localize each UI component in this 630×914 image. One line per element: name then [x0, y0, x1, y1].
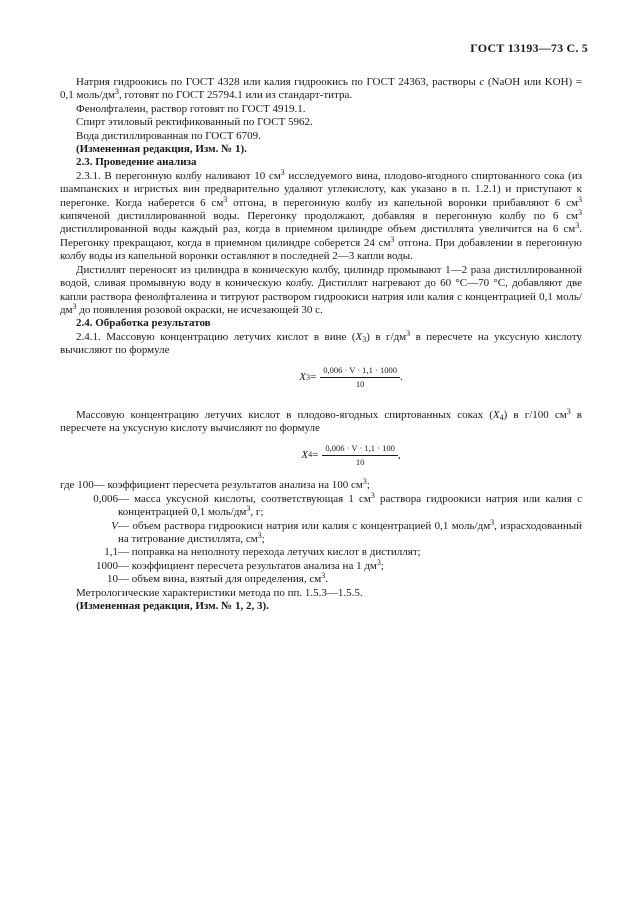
reagent-water: Вода дистиллированная по ГОСТ 6709. [76, 129, 261, 142]
reagent-phenolphthalein: Фенолфталеин, раствор готовят по ГОСТ 4919.1. [76, 102, 306, 115]
section-2-3-1-paragraph: 2.3.1. В перегонную колбу наливают 10 $см^3$ исследуемого вина, плодово-ягодного спиртованного сока (из шампанских и игристых вин предварительно удаляют углекислоту, как указано в п. 1.2.1) и приступают к перегонке. Когда наберется 6 $см^3$ отгона, в перегонную колбу из капельной воронки прибавляют 6 $см^3$ кипяченой дистиллированной воды. Перегонку продолжают, добавляя в перегонную колбу по 6 $см^3$ дистиллированной воды каждый раз, когда в приемном цилиндре объем дистиллята увеличится на 6 $см^3$. Перегонку прекращают, когда в приемном цилиндре соберется 24 $см^3$ отгона. При добавлении в перегонную колбу воды из капельной воронки оставляют в последней 2—3 капли воды. [60, 167, 582, 263]
page-header: ГОСТ 13193—73 С. 5 [470, 41, 588, 55]
revision-note-2: (Измененная редакция, Изм. № 1, 2, 3). [76, 600, 269, 612]
formula-x3: X 3 = $\frac{0,006 \cdot V \cdot 1,1 \cdot 1000}{10}$ . [299, 365, 403, 390]
metrology-note: Метрологические характеристики метода по пп. 1.5.3—1.5.5. [76, 586, 363, 599]
legend-row-v: V — объем раствора гидроокиси натрия или калия с концентрацией 0,1 моль/$дм^3$, израсходованный на титрование дистиллята, $см^3$; [111, 517, 582, 545]
formula-x4-fraction: $\frac{0,006 \cdot V \cdot 1,1 \cdot 100}{10}$ [322, 443, 398, 468]
legend-row-1000: 1000 — коэффициент пересчета результатов анализа на 1 $дм^3$; [96, 557, 384, 572]
legend-row-10: 10 — объем вина, взятый для определения, $см^3$. [107, 571, 328, 586]
section-2-4-juice-paragraph: Массовую концентрацию летучих кислот в плодово-ягодных спиртованных соках $(X_4)$ в г/100 $см^3$ в пересчете на уксусную кислоту вычисляют по формуле [60, 406, 582, 434]
formula-legend [60, 479, 582, 586]
formula-x3-fraction: $\frac{0,006 \cdot V \cdot 1,1 \cdot 1000}{10}$ [320, 365, 400, 390]
reagent-ethanol: Спирт этиловый ректификованный по ГОСТ 5962. [76, 116, 313, 129]
legend-row-100: где 100 — коэффициент пересчета результатов анализа на 100 $см^3$; [60, 477, 370, 492]
reagent-naoh: Натрия гидроокись по ГОСТ 4328 или калия гидроокись по ГОСТ 24363, растворы c (NaOH или KOH) = 0,1 моль/$дм^3$, готовят по ГОСТ 25794.1 или из стандарт-титра. [60, 76, 583, 102]
revision-note-1: (Измененная редакция, Изм. № 1). [76, 143, 247, 156]
section-2-4-heading: 2.4. Обработка результатов [76, 317, 211, 330]
section-2-4-1-paragraph: 2.4.1. Массовую концентрацию летучих кислот в вине $(X_3)$ в $г/дм^3$ в пересчете на уксусную кислоту вычисляют по формуле [60, 328, 583, 357]
section-2-3-distillate-paragraph: Дистиллят переносят из цилиндра в коническую колбу, цилиндр промывают 1—2 раза дистиллированной водой, сливая промывную воду в коническую колбу. Дистиллят нагревают до 60 °С—70 °С, добавляют две капли раствора фенолфталеина и титруют раствором гидроокиси натрия или калия с концентрацией 0,1 моль/$дм^3$ до появления розовой окраски, не исчезающей 30 с. [60, 263, 582, 316]
document-body [60, 76, 582, 613]
formula-x4: X 4 = $\frac{0,006 \cdot V \cdot 1,1 \cdot 100}{10}$ , [301, 442, 401, 467]
legend-row-0006: 0,006 — масса уксусной кислоты, соответствующая 1 $см^3$ раствора гидроокиси натрия или калия с концентрацией 0,1 моль/$дм^3$, г; [93, 490, 582, 519]
legend-row-11: 1,1 — поправка на неполноту перехода летучих кислот в дистиллят; [104, 546, 421, 559]
section-2-3-heading: 2.3. Проведение анализа [76, 156, 197, 169]
